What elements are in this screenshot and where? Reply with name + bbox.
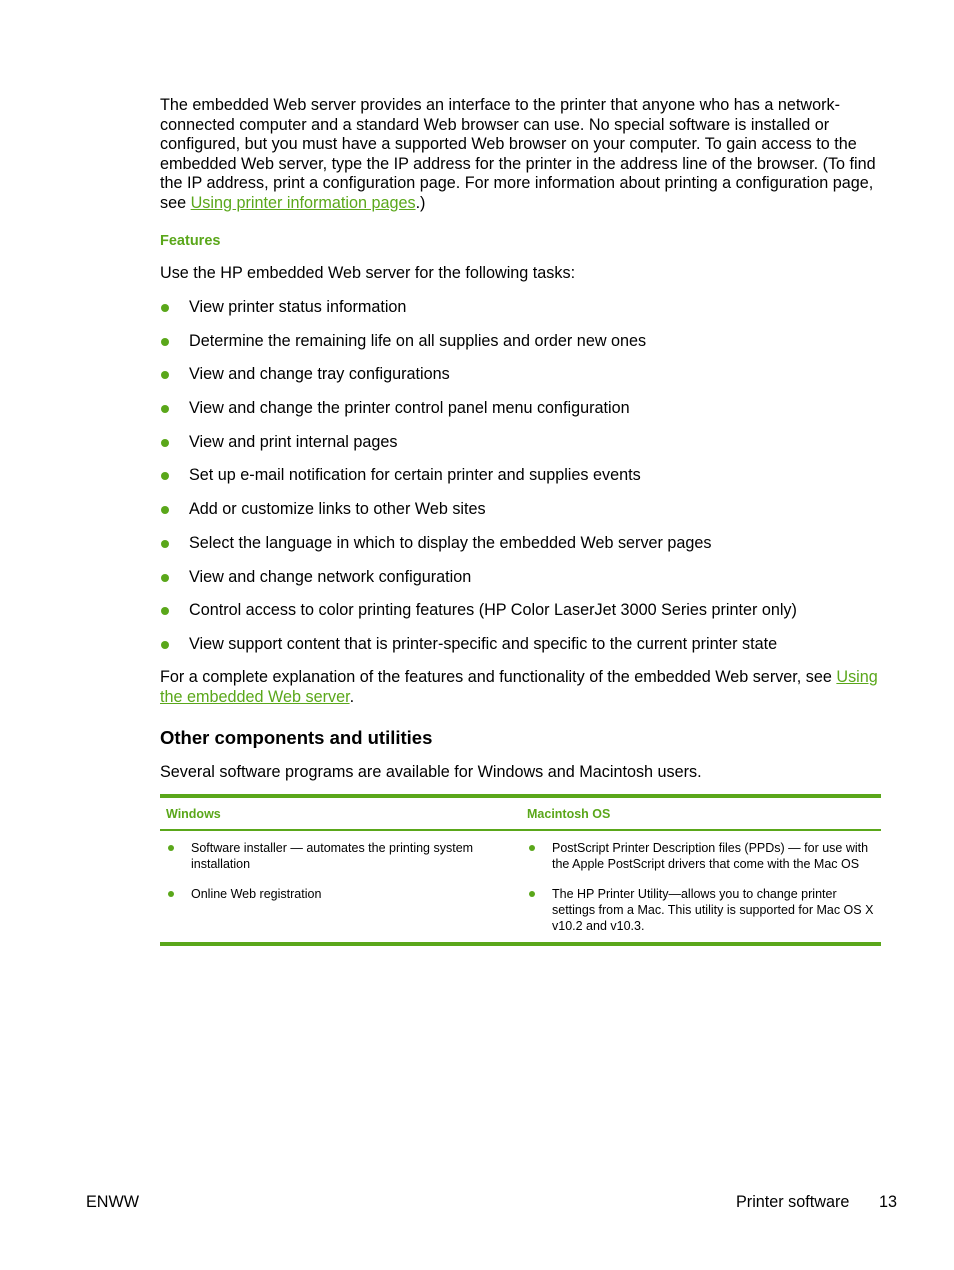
list-item: View and change network configuration: [160, 568, 881, 602]
page-content: [160, 96, 881, 933]
list-item: PostScript Printer Description files (PPDs) — for use with the Apple PostScript drivers that come with the Mac OS: [527, 840, 881, 872]
list-item: Add or customize links to other Web sites: [160, 500, 881, 534]
bullet-icon: [168, 891, 174, 897]
other-components-intro: Several software programs are available for Windows and Macintosh users.: [160, 763, 702, 781]
bullet-icon: [161, 472, 169, 480]
list-item: The HP Printer Utility—allows you to change printer settings from a Mac. This utility is supported for Mac OS X v10.2 and v10.3.: [527, 886, 881, 934]
bullet-icon: [161, 607, 169, 615]
list-item: Set up e-mail notification for certain printer and supplies events: [160, 466, 881, 500]
bullet-icon: [161, 304, 169, 312]
intro-paragraph: [160, 96, 881, 213]
macintosh-cell: [521, 840, 881, 934]
embedded-web-server-link[interactable]: Using the embedded Web server: [160, 668, 878, 706]
macintosh-column-header: Macintosh OS: [527, 806, 611, 821]
list-item: Software installer — automates the printing system installation: [166, 840, 521, 872]
intro-after-text: .): [415, 193, 426, 212]
features-list: [160, 298, 881, 669]
list-item: View printer status information: [160, 298, 881, 332]
list-item: Select the language in which to display the embedded Web server pages: [160, 534, 881, 568]
bullet-icon: [161, 540, 169, 548]
bullet-icon: [161, 506, 169, 514]
bullet-icon: [529, 845, 535, 851]
table-row: [160, 831, 881, 942]
features-intro: Use the HP embedded Web server for the following tasks:: [160, 264, 576, 282]
bullet-icon: [529, 891, 535, 897]
list-item: Control access to color printing features (HP Color LaserJet 3000 Series printer only): [160, 601, 881, 635]
footer-left: ENWW: [86, 1193, 140, 1211]
printer-info-pages-link[interactable]: Using printer information pages: [190, 193, 416, 212]
bullet-icon: [168, 845, 174, 851]
bullet-icon: [161, 641, 169, 649]
other-components-heading: Other components and utilities: [160, 727, 433, 748]
software-table: [160, 794, 881, 946]
list-item: View and print internal pages: [160, 433, 881, 467]
intro-text: The embedded Web server provides an interface to the printer that anyone who has a network-connected computer and a standard Web browser can use. No special software is installed or configured, but you must have a supported Web browser on your computer. To gain access to the embedded Web server, type the IP address for the printer in the address line of the browser. (To find the IP address, print a configuration page. For more information about printing a configuration page, see: [160, 96, 876, 212]
features-explanation: For a complete explanation of the features and functionality of the embedded Web server, see Using the embedded Web server.: [160, 668, 878, 706]
bullet-icon: [161, 371, 169, 379]
list-item: Determine the remaining life on all supplies and order new ones: [160, 332, 881, 366]
table-header: [160, 798, 881, 831]
list-item: View support content that is printer-specific and specific to the current printer state: [160, 635, 881, 669]
bullet-icon: [161, 439, 169, 447]
bullet-icon: [161, 405, 169, 413]
windows-cell: [160, 840, 521, 934]
list-item: View and change the printer control panel menu configuration: [160, 399, 881, 433]
bullet-icon: [161, 574, 169, 582]
features-heading: Features: [160, 233, 221, 249]
list-item: View and change tray configurations: [160, 365, 881, 399]
footer-section-title: Printer software: [736, 1193, 850, 1211]
list-item: Online Web registration: [166, 886, 521, 902]
bullet-icon: [161, 338, 169, 346]
windows-column-header: Windows: [166, 806, 221, 821]
page-number: 13: [879, 1193, 898, 1211]
